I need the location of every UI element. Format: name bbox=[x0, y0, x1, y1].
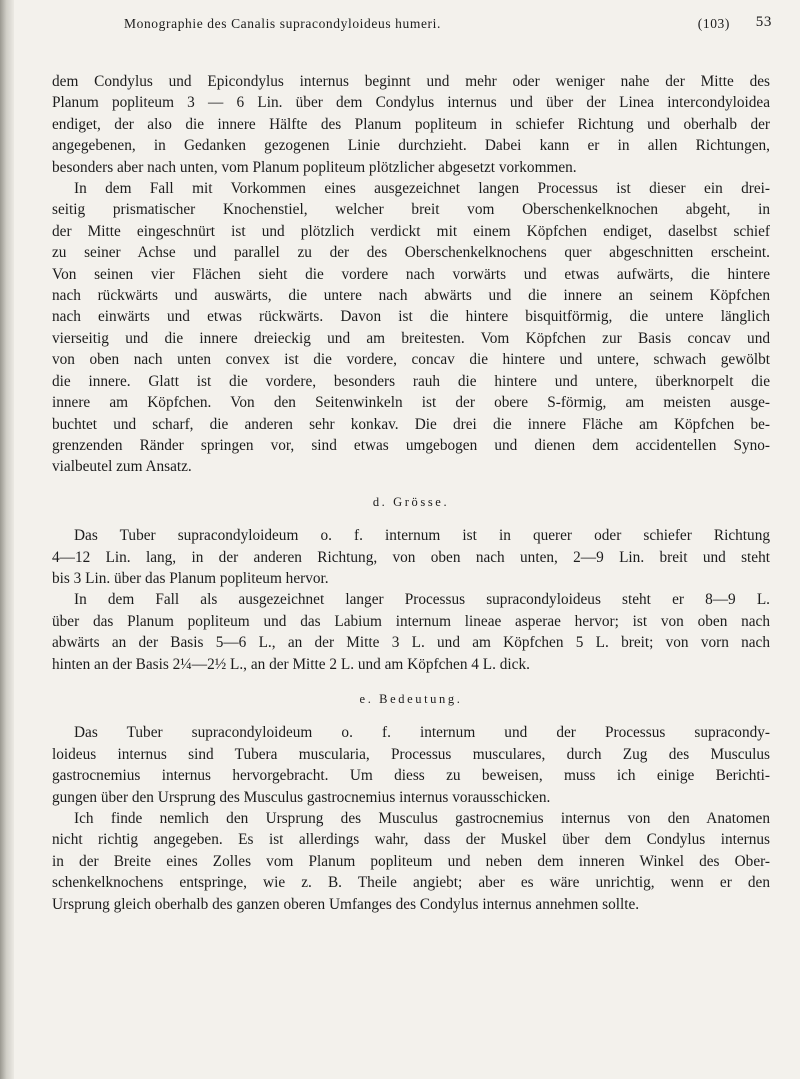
text-line: innere am Köpfchen. Von den Seitenwinkeln ist der obere S-förmig, am meisten ausge- bbox=[52, 394, 770, 412]
section-heading-bedeutung: e. Bedeutung. bbox=[359, 691, 463, 706]
text-line: vierseitig und die innere dreieckig und am breitesten. Vom Köpfchen zur Basis concav und bbox=[52, 329, 770, 347]
binding-gutter bbox=[0, 0, 14, 1079]
text-line: abwärts an der Basis 5—6 L., an der Mitte 3 L. und am Köpfchen 5 L. breit; von vorn nach bbox=[52, 634, 770, 652]
running-head: Monographie des Canalis supracondyloideus humeri. bbox=[124, 16, 441, 31]
section-heading-groesse: d. Grösse. bbox=[372, 494, 450, 509]
text-line: Ich finde nemlich den Ursprung des Musculus gastrocnemius internus von den Anatomen bbox=[74, 810, 770, 827]
text-line: 4—12 Lin. lang, in der anderen Richtung, von oben nach unten, 2—9 Lin. breit und steht bbox=[52, 548, 770, 566]
body-text bbox=[52, 71, 770, 915]
text-line: dem Condylus und Epicondylus internus beginnt und mehr oder weniger nahe der Mitte des bbox=[52, 73, 770, 90]
text-line: vialbeutel zum Ansatz. bbox=[52, 458, 192, 476]
text-line: schenkelknochens entspringe, wie z. B. Theile angiebt; aber es wäre unrichtig, wenn er den bbox=[52, 874, 770, 892]
text-line: in der Breite eines Zolles vom Planum popliteum und neben dem inneren Winkel des Ober- bbox=[52, 852, 770, 870]
text-line: loideus internus sind Tubera muscularia, Processus musculares, durch Zug des Musculus bbox=[52, 745, 770, 763]
paragraph-bedeutung bbox=[52, 722, 770, 915]
page-number: 53 bbox=[755, 14, 772, 30]
text-line: grenzenden Ränder springen vor, sind etwas umgebogen und dienen dem accidentellen Syno- bbox=[52, 436, 770, 454]
text-line: Planum popliteum 3 — 6 Lin. über dem Condylus internus und über der Linea intercondyloidea bbox=[52, 94, 770, 112]
text-line: angegebenen, in Gedanken gezogenen Linie durchzieht. Dabei kann er in allen Richtungen, bbox=[52, 137, 770, 155]
text-line: gastrocnemius internus hervorgebracht. Um diess zu beweisen, muss ich einige Berichti- bbox=[52, 767, 770, 785]
text-line: buchtet und scharf, die anderen sehr konkav. Die drei die innere Fläche am Köpfchen be- bbox=[52, 415, 770, 433]
text-line: endiget, der also die innere Hälfte des Planum popliteum in schiefer Richtung und oberhalb der bbox=[52, 115, 770, 133]
text-line: von oben nach unten convex ist die vordere, concav die hintere und untere, schwach gewölbt bbox=[52, 351, 770, 369]
text-line: In dem Fall mit Vorkommen eines ausgezeichnet langen Processus ist dieser ein drei- bbox=[74, 180, 770, 198]
text-line: Das Tuber supracondyloideum o. f. internum ist in querer oder schiefer Richtung bbox=[74, 527, 770, 545]
paragraph-intro bbox=[52, 71, 770, 178]
text-line: die innere. Glatt ist die vordere, besonders rauh die hintere und untere, überknorpelt die bbox=[52, 372, 770, 390]
folio-secondary: (103) bbox=[697, 16, 730, 31]
text-line: Ursprung gleich oberhalb des ganzen oberen Umfanges des Condylus internus annehmen sollte. bbox=[52, 895, 640, 913]
text-line: nicht richtig angegeben. Es ist allerdings wahr, dass der Muskel über dem Condylus internus bbox=[52, 831, 770, 849]
text-line: Von seinen vier Flächen sieht die vordere nach vorwärts und etwas aufwärts, die hintere bbox=[52, 265, 770, 283]
text-line: nach rückwärts und auswärts, die untere nach abwärts und die innere an seinem Köpfchen bbox=[52, 287, 770, 305]
text-line: der Mitte eingeschnürt ist und plötzlich verdickt mit einem Köpfchen endiget, daselbst schief bbox=[52, 222, 770, 240]
page-header bbox=[52, 14, 772, 34]
text-line: gungen über den Ursprung des Musculus gastrocnemius internus vorausschicken. bbox=[52, 788, 551, 806]
paragraph-groesse bbox=[52, 525, 770, 675]
text-line: zu seiner Achse und parallel zu der des Oberschenkelknochens quer abgeschnitten erscheint. bbox=[52, 244, 770, 262]
text-line: seitig prismatischer Knochenstiel, welcher breit vom Oberschenkelknochen abgeht, in bbox=[52, 201, 770, 219]
text-line: In dem Fall als ausgezeichnet langer Processus supracondyloideus steht er 8—9 L. bbox=[74, 591, 770, 609]
text-line: über das Planum popliteum und das Labium internum lineae asperae hervor; ist von oben nach bbox=[52, 612, 770, 630]
text-line: bis 3 Lin. über das Planum popliteum hervor. bbox=[52, 569, 329, 587]
paragraph-processus bbox=[52, 178, 770, 478]
text-line: hinten an der Basis 2¼—2½ L., an der Mitte 2 L. und am Köpfchen 4 L. dick. bbox=[52, 655, 530, 673]
text-line: besonders aber nach unten, vom Planum popliteum plötzlicher abgesetzt vorkommen. bbox=[52, 158, 577, 176]
text-line: nach einwärts und etwas rückwärts. Davon ist die hintere bisquitförmig, die untere länglich bbox=[52, 308, 770, 326]
text-line: Das Tuber supracondyloideum o. f. internum und der Processus supracondy- bbox=[74, 724, 770, 742]
